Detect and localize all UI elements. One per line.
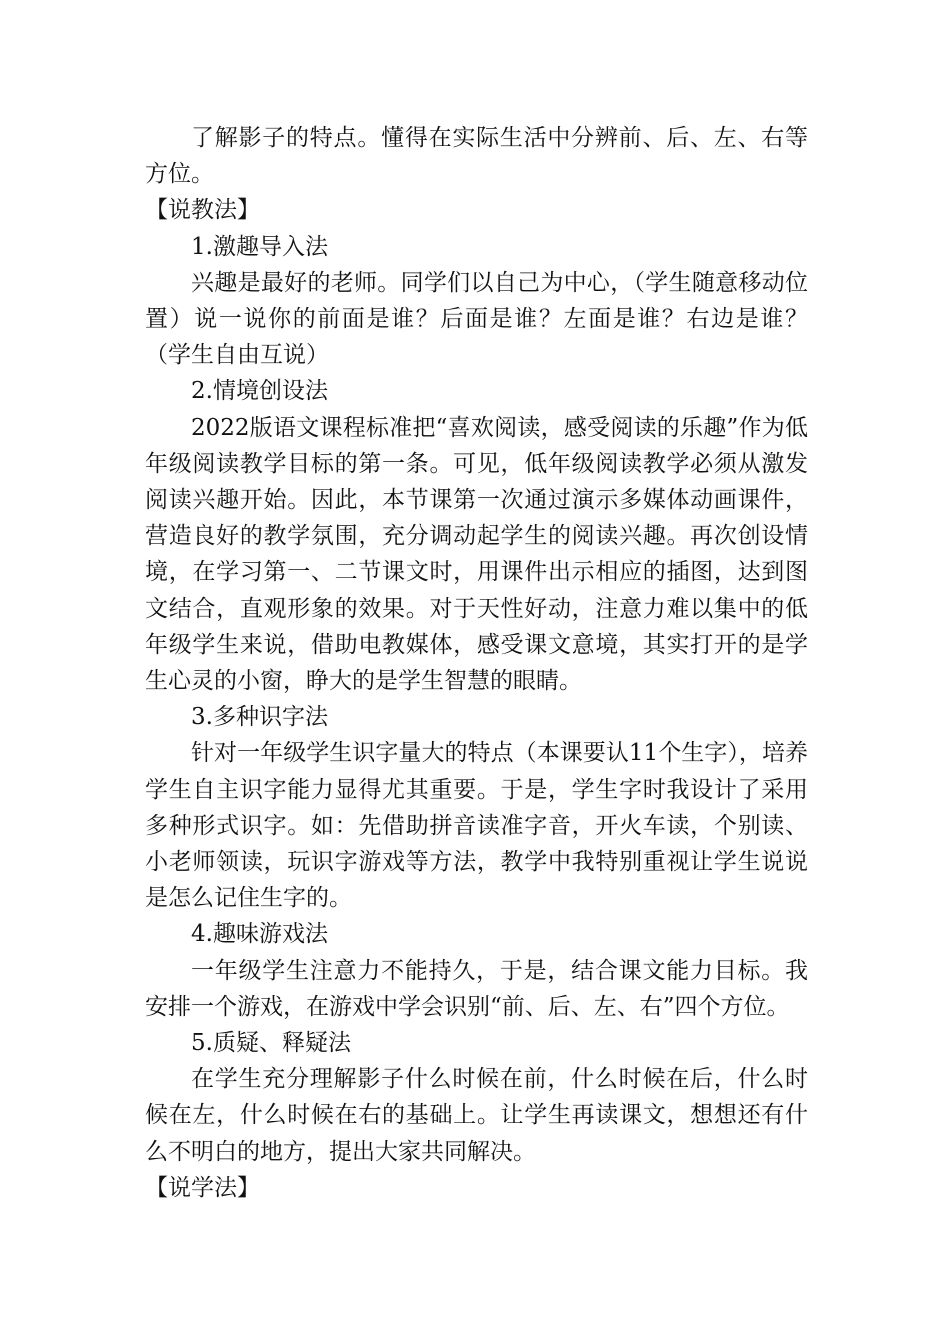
method-paragraph-4: 一年级学生注意力不能持久，于是，结合课文能力目标。我安排一个游戏，在游戏中学会识别“前、后、左、右”四个方位。 bbox=[145, 957, 808, 1020]
method-heading-4: 4.趣味游戏法 bbox=[191, 921, 328, 948]
method-heading-1: 1.激趣导入法 bbox=[191, 233, 328, 260]
method-heading-3: 3.多种识字法 bbox=[191, 704, 328, 731]
method-paragraph-1: 兴趣是最好的老师。同学们以自己为中心，（学生随意移动位置）说一说你的前面是谁？后面是谁？左面是谁？右边是谁？（学生自由互说） bbox=[145, 269, 808, 369]
paragraph-intro-continuation: 了解影子的特点。懂得在实际生活中分辨前、后、左、右等方位。 bbox=[145, 125, 808, 188]
method-heading-5: 5.质疑、释疑法 bbox=[191, 1030, 351, 1057]
method-paragraph-5: 在学生充分理解影子什么时候在前，什么时候在后，什么时候在左，什么时候在右的基础上。让学生再读课文，想想还有什么不明白的地方，提出大家共同解决。 bbox=[145, 1066, 808, 1165]
document-page bbox=[145, 120, 808, 1206]
section-heading-teaching-methods: 【说教法】 bbox=[145, 197, 260, 224]
section-heading-learning-methods: 【说学法】 bbox=[145, 1174, 260, 1201]
method-heading-2: 2.情境创设法 bbox=[191, 378, 328, 405]
method-paragraph-3: 针对一年级学生识字量大的特点（本课要认11个生字），培养学生自主识字能力显得尤其重要。于是，学生字时我设计了采用多种形式识字。如：先借助拼音读准字音，开火车读，个别读、小老师领读，玩识字游戏等方法，教学中我特别重视让学生说说是怎么记住生字的。 bbox=[145, 740, 808, 912]
method-paragraph-2: 2022版语文课程标准把“喜欢阅读，感受阅读的乐趣”作为低年级阅读教学目标的第一条。可见，低年级阅读教学必须从激发阅读兴趣开始。因此，本节课第一次通过演示多媒体动画课件，营造良好的教学氛围，充分调动起学生的阅读兴趣。再次创设情境，在学习第一、二节课文时，用课件出示相应的插图，达到图文结合，直观形象的效果。对于天性好动，注意力难以集中的低年级学生来说，借助电教媒体，感受课文意境，其实打开的是学生心灵的小窗，睁大的是学生智慧的眼睛。 bbox=[145, 414, 808, 695]
